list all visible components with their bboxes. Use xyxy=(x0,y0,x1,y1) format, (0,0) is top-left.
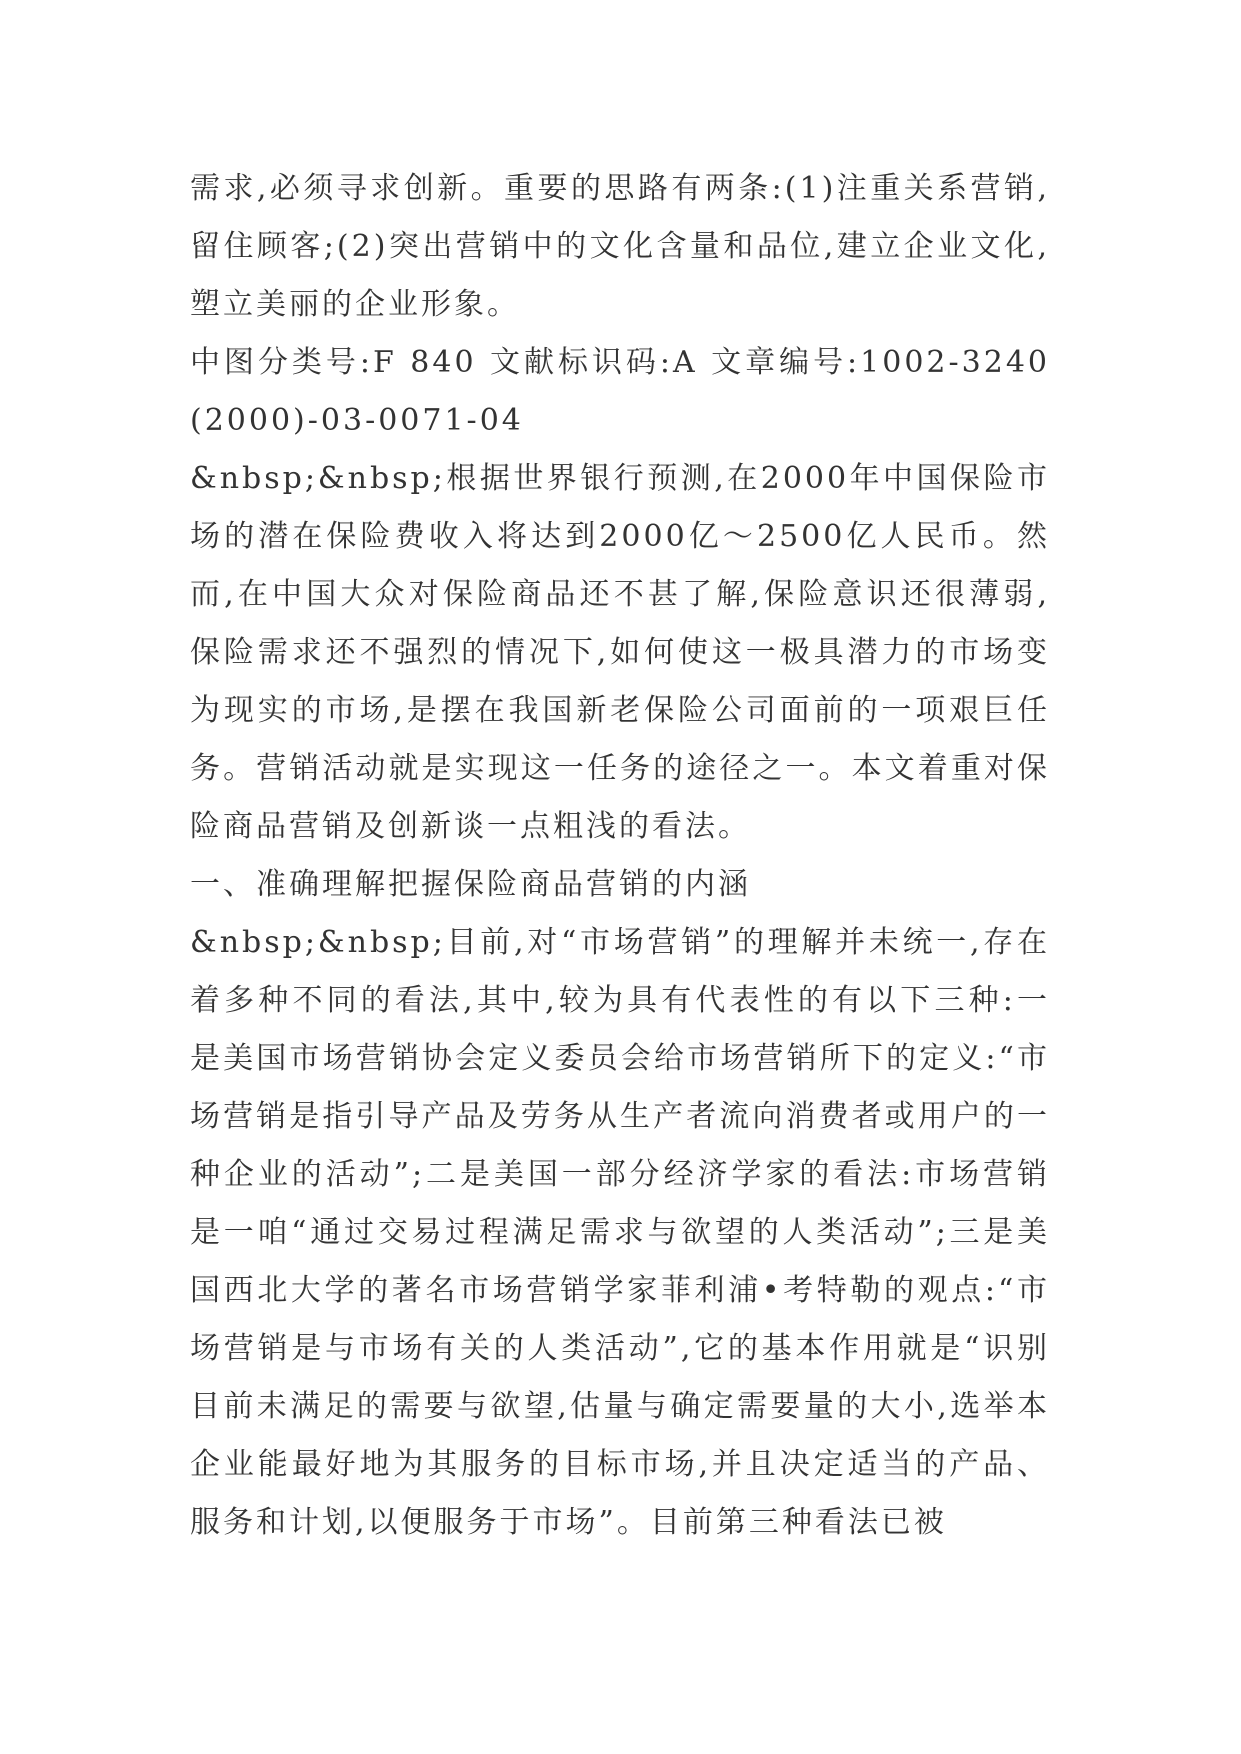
section-heading: 一、准确理解把握保险商品营销的内涵 xyxy=(190,867,751,902)
intro-paragraph: &nbsp;&nbsp;根据世界银行预测,在2000年中国保险市场的潜在保险费收入将达到2000亿～2500亿人民币。然而,在中国大众对保险商品还不甚了解,保险意识还很薄弱,保险需求还不强烈的情况下,如何使这一极具潜力的市场变为现实的市场,是摆在我国新老保险公司面前的一项艰巨任务。营销活动就是实现这一任务的途径之一。本文着重对保险商品营销及创新谈一点粗浅的看法。 xyxy=(190,461,1050,844)
classification-metadata: 中图分类号:F 840 文献标识码:A 文章编号:1002-3240(2000)-03-0071-04 xyxy=(190,345,1050,438)
document-page xyxy=(190,160,1050,1552)
body-paragraph: &nbsp;&nbsp;目前,对“市场营销”的理解并未统一,存在着多种不同的看法,其中,较为具有代表性的有以下三种:一是美国市场营销协会定义委员会给市场营销所下的定义:“市场营销是指引导产品及劳务从生产者流向消费者或用户的一种企业的活动”;二是美国一部分经济学家的看法:市场营销是一咱“通过交易过程满足需求与欲望的人类活动”;三是美国西北大学的著名市场营销学家菲利浦•考特勒的观点:“市场营销是与市场有关的人类活动”,它的基本作用就是“识别目前未满足的需要与欲望,估量与确定需要量的大小,选举本企业能最好地为其服务的目标市场,并且决定适当的产品、服务和计划,以便服务于市场”。目前第三种看法已被 xyxy=(190,925,1050,1540)
abstract-continuation-paragraph: 需求,必须寻求创新。重要的思路有两条:(1)注重关系营销,留住顾客;(2)突出营销中的文化含量和品位,建立企业文化,塑立美丽的企业形象。 xyxy=(190,171,1050,322)
